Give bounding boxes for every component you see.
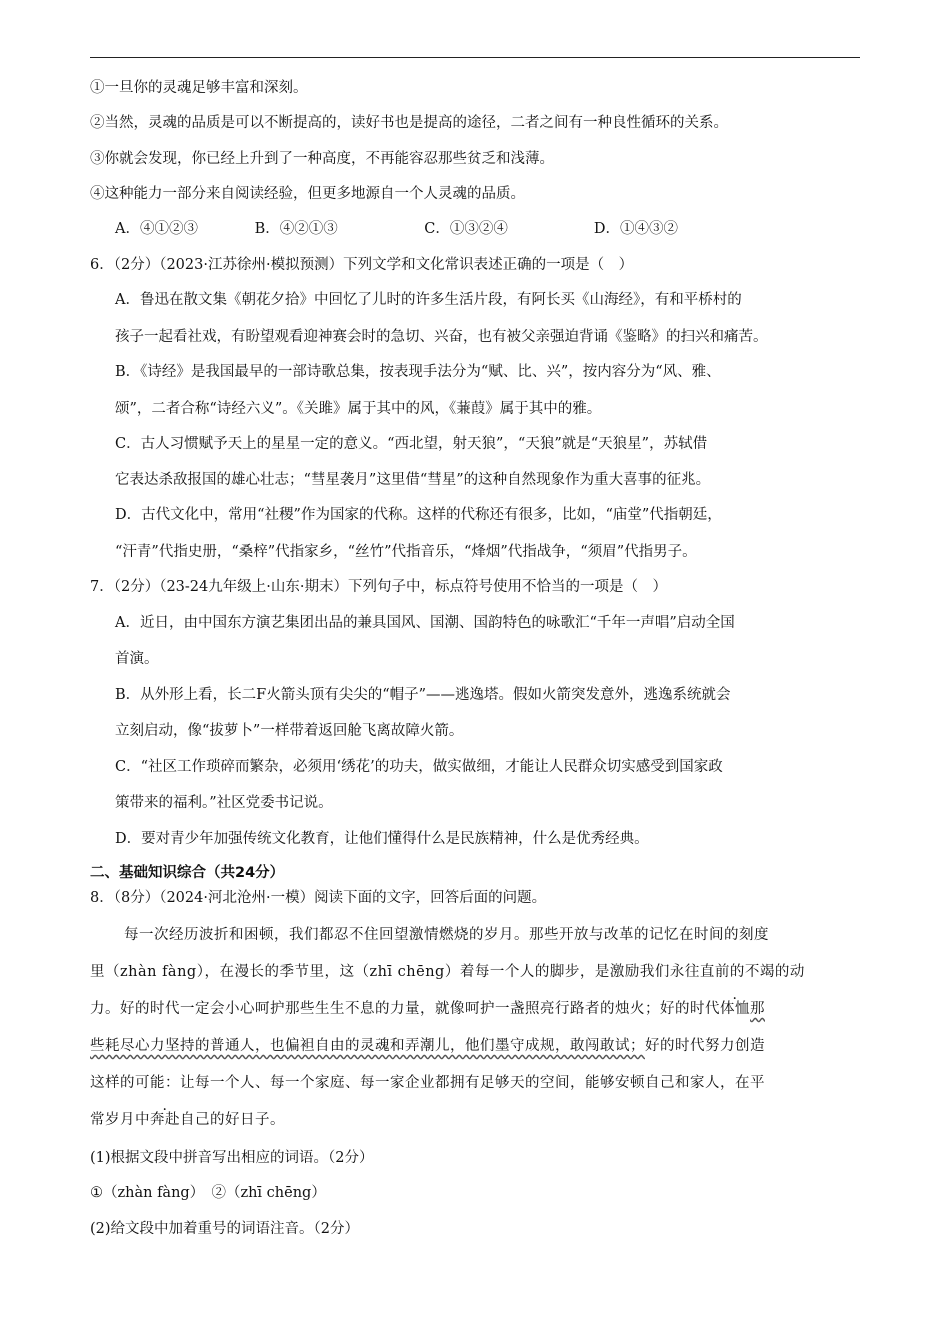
q6-line: B．《诗经》是我国最早的一部诗歌总集，按表现手法分为“赋、比、兴”，按内容分为“风、雅、 <box>115 364 721 380</box>
q6-line: 孩子一起看社戏，有盼望观看迎神赛会时的急切、兴奋，也有被父亲强迫背诵《鉴略》的扫兴和痛苦。 <box>115 329 768 345</box>
item-1: ①一旦你的灵魂足够丰富和深刻。 <box>90 80 308 96</box>
passage-line: 这样的可能：让每一个人、每一个家庭、每一家企业都拥有足够天的空间，能够安顿自己和家人，在平 <box>90 1075 765 1091</box>
passage-text: 力。好的时代一定会小心呵护那些生生不息的力量，就像呵护一盏照亮行路者的烛火；好的时代 <box>90 1001 720 1017</box>
emphasized-word: 奔赴 <box>150 1112 180 1128</box>
passage-text: 常岁月中 <box>90 1112 150 1128</box>
q7-line: 首演。 <box>115 651 159 667</box>
q5-options <box>115 219 678 239</box>
q8-sub1-blanks: ①（zhàn fàng） ②（zhī chēng） <box>90 1185 326 1201</box>
q7-stem: 7．（2分）（23-24九年级上·山东·期末）下列句子中，标点符号使用不恰当的一项是（ ） <box>90 579 667 595</box>
top-rule <box>90 57 860 58</box>
q5-option-d: D．①④③② <box>593 221 678 237</box>
q6-line: “汗青”代指史册，“桑梓”代指家乡，“丝竹”代指音乐，“烽烟”代指战争，“须眉”代指男子。 <box>115 544 697 560</box>
passage-line: 每一次经历波折和困顿，我们都忍不住回望激情燃烧的岁月。那些开放与改革的记忆在时间的刻度 <box>124 927 769 943</box>
section-heading: 二、基础知识综合（共24分） <box>90 865 285 881</box>
q7-line: 策带来的福利。”社区党委书记说。 <box>115 795 333 811</box>
q7-line: A．近日，由中国东方演艺集团出品的兼具国风、国潮、国韵特色的咏歌汇“千年一声唱”启动全国 <box>115 615 735 631</box>
item-4: ④这种能力一部分来自阅读经验，但更多地源自一个人灵魂的品质。 <box>90 186 525 202</box>
item-3: ③你就会发现，你已经上升到了一种高度，不再能容忍那些贫乏和浅薄。 <box>90 151 554 167</box>
q8-sub2: (2)给文段中加着重号的词语注音。（2分） <box>90 1221 360 1237</box>
emphasized-word: 体恤 <box>720 1001 750 1017</box>
q8-sub1: (1)根据文段中拼音写出相应的词语。（2分） <box>90 1150 374 1166</box>
passage-line <box>90 1036 765 1056</box>
passage-text: 自己的好日子。 <box>180 1112 285 1128</box>
wavy-underline-text: 那 <box>750 1001 765 1017</box>
q6-line: C．古人习惯赋予天上的星星一定的意义。“西北望，射天狼”，“天狼”就是“天狼星”，苏轼借 <box>115 436 708 452</box>
q6-line: 颂”，二者合称“诗经六义”。《关雎》属于其中的风，《蒹葭》属于其中的雅。 <box>115 401 602 417</box>
q6-line: A．鲁迅在散文集《朝花夕拾》中回忆了儿时的许多生活片段，有阿长买《山海经》，有和平桥村的 <box>115 292 742 308</box>
item-2: ②当然，灵魂的品质是可以不断提高的，读好书也是提高的途径，二者之间有一种良性循环的关系。 <box>90 115 728 131</box>
passage-line <box>90 999 765 1019</box>
q6-line: 它表达杀敌报国的雄心壮志；“彗星袭月”这里借“彗星”的这种自然现象作为重大喜事的征兆。 <box>115 472 711 488</box>
passage-text: 好的时代努力创造 <box>645 1038 765 1054</box>
wavy-underline-text: 些耗尽心力坚持的普通人，也偏袒自由的灵魂和弄潮儿，他们墨守成规，敢闯敢试； <box>90 1038 645 1054</box>
passage-line <box>90 1110 285 1130</box>
q8-stem: 8．（8分）（2024·河北沧州·一模）阅读下面的文字，回答后面的问题。 <box>90 890 547 906</box>
q5-option-c: C．①③②④ <box>424 221 508 237</box>
q6-stem: 6．（2分）（2023·江苏徐州·模拟预测）下列文学和文化常识表述正确的一项是（ ） <box>90 257 634 273</box>
passage-line: 里（zhàn fàng），在漫长的季节里，这（zhī chēng）着每一个人的脚步，是激励我们永往直前的不竭的动 <box>90 964 805 980</box>
q7-line: D．要对青少年加强传统文化教育，让他们懂得什么是民族精神，什么是优秀经典。 <box>115 831 649 847</box>
q7-line: 立刻启动，像“拔萝卜”一样带着返回舱飞离故障火箭。 <box>115 723 464 739</box>
q6-line: D．古代文化中，常用“社稷”作为国家的代称。这样的代称还有很多，比如，“庙堂”代指朝廷， <box>115 507 722 523</box>
q5-option-a: A．④①②③ <box>115 221 198 237</box>
q7-line: C．“社区工作琐碎而繁杂，必须用‘绣花’的功夫，做实做细，才能让人民群众切实感受到国家政 <box>115 759 723 775</box>
q5-option-b: B．④②①③ <box>254 221 338 237</box>
q7-line: B．从外形上看，长二F火箭头顶有尖尖的“帽子”——逃逸塔。假如火箭突发意外，逃逸系统就会 <box>115 687 731 703</box>
